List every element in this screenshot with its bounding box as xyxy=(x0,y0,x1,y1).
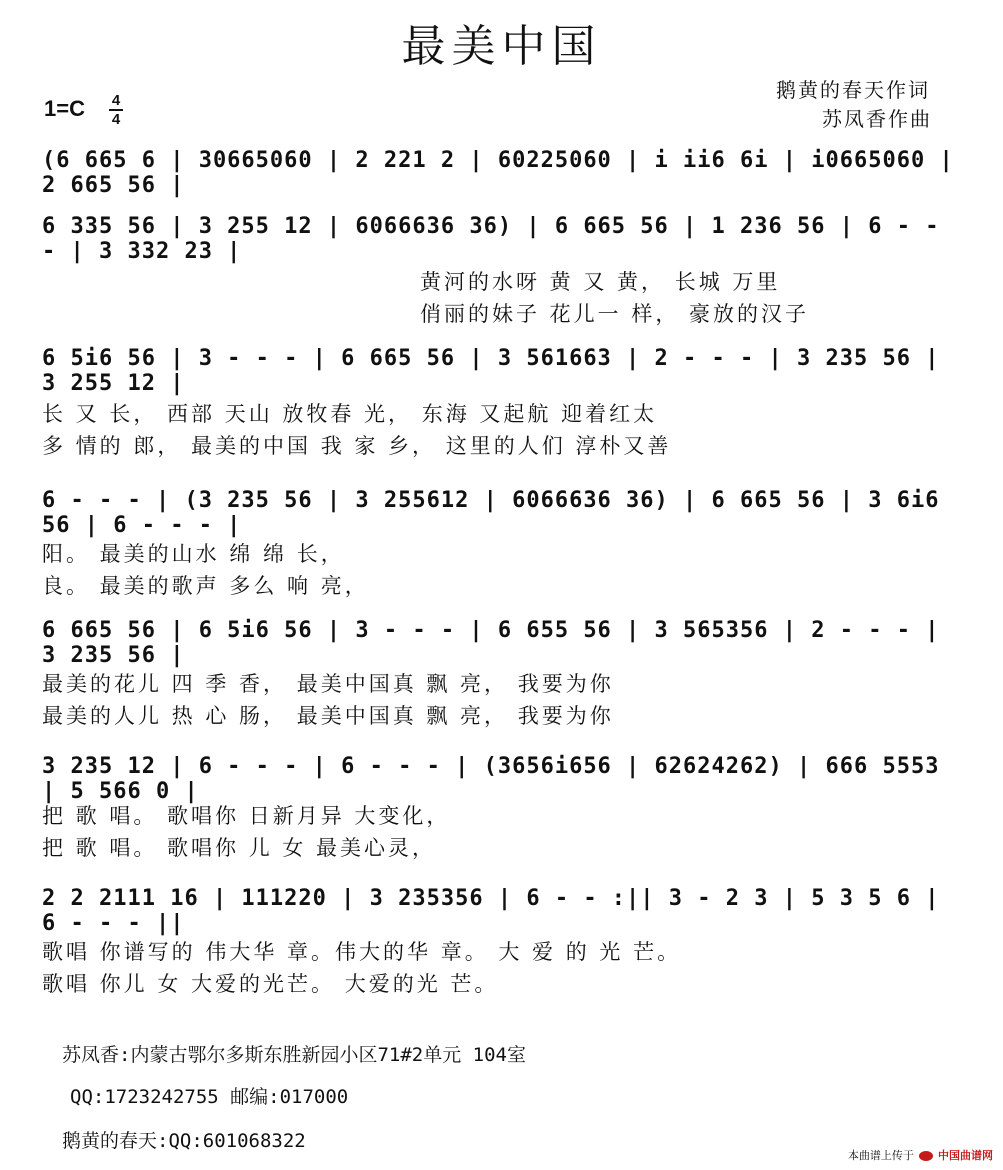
address-line: 苏凤香:内蒙古鄂尔多斯东胜新园小区71#2单元 104室 xyxy=(62,1044,526,1066)
lyric-line: 把 歌 唱。 歌唱你 儿 女 最美心灵， xyxy=(42,836,437,860)
lyric-line: 阳。 最美的山水 绵 绵 长， xyxy=(42,542,345,566)
lyric-line: 歌唱 你谱写的 伟大华 章。伟大的华 章。 大 爱 的 光 芒。 xyxy=(42,940,682,964)
notation-line: (6 665 6 | 30665060 | 2 221 2 | 60225060 | i ii6 6i | i0665060 | 2 665 56 | xyxy=(42,148,954,198)
qq-line: QQ:1723242755 邮编:017000 xyxy=(70,1086,349,1108)
lyric-line: 多 情的 郎， 最美的中国 我 家 乡， 这里的人们 淳朴又善 xyxy=(42,434,672,458)
time-signature-top: 4 xyxy=(111,92,121,109)
key-signature: 1=C xyxy=(44,96,85,121)
notation-line: 6 335 56 | 3 255 12 | 6066636 36) | 6 665 56 | 1 236 56 | 6 - - - | 3 332 23 | xyxy=(42,214,955,250)
lyricist-credit: 鹅黄的春天作词 xyxy=(776,78,930,102)
lyric-line: 长 又 长， 西部 天山 放牧春 光， 东海 又起航 迎着红太 xyxy=(42,402,658,426)
music-system-4 xyxy=(0,488,1003,538)
lyric-line: 俏丽的妹子 花儿一 样， 豪放的汉子 xyxy=(420,302,810,326)
notation-line: 3 235 12 | 6 - - - | 6 - - - | (3656i656 | 62624262) | 666 5553 | 5 566 0 | xyxy=(42,754,955,790)
lyric-line: 黄河的水呀 黄 又 黄， 长城 万里 xyxy=(420,270,781,294)
qq2-line: 鹅黄的春天:QQ:601068322 xyxy=(62,1130,306,1152)
lyric-line: 歌唱 你儿 女 大爱的光芒。 大爱的光 芒。 xyxy=(42,972,499,996)
time-signature-bottom: 4 xyxy=(111,111,121,128)
music-system-2 xyxy=(0,214,1003,264)
lyric-line: 最美的人儿 热 心 肠， 最美中国真 飘 亮， 我要为你 xyxy=(42,704,614,728)
composer-credit: 苏凤香作曲 xyxy=(822,107,932,131)
time-signature xyxy=(108,92,124,128)
music-system-1 xyxy=(0,148,1003,198)
music-system-6 xyxy=(0,754,1003,804)
music-system-3 xyxy=(0,346,1003,396)
notation-line: 2 2 2111 16 | 111220 | 3 235356 | 6 - - :|| 3 - 2 3 | 5 3 5 6 | 6 - - - || xyxy=(42,886,955,922)
notation-line: 6 665 56 | 6 5i6 56 | 3 - - - | 6 655 56 | 3 565356 | 2 - - - | 3 235 56 | xyxy=(42,618,955,654)
lyric-line: 最美的花儿 四 季 香， 最美中国真 飘 亮， 我要为你 xyxy=(42,672,614,696)
upload-site[interactable]: 中国曲谱网 xyxy=(938,1150,993,1162)
music-system-7 xyxy=(0,886,1003,936)
upload-prefix: 本曲谱上传于 xyxy=(847,1150,914,1162)
song-title: 最美中国 xyxy=(401,21,602,72)
upload-credit xyxy=(848,1147,993,1163)
notation-line: 6 5i6 56 | 3 - - - | 6 665 56 | 3 561663 | 2 - - - | 3 235 56 | 3 255 12 | xyxy=(42,346,955,382)
music-system-5 xyxy=(0,618,1003,668)
notation-line: 6 - - - | (3 235 56 | 3 255612 | 6066636 36) | 6 665 56 | 3 6i6 56 | 6 - - - | xyxy=(42,488,955,524)
site-logo-icon xyxy=(919,1151,933,1161)
lyric-line: 良。 最美的歌声 多么 响 亮， xyxy=(42,574,369,598)
lyric-line: 把 歌 唱。 歌唱你 日新月异 大变化， xyxy=(42,804,451,828)
